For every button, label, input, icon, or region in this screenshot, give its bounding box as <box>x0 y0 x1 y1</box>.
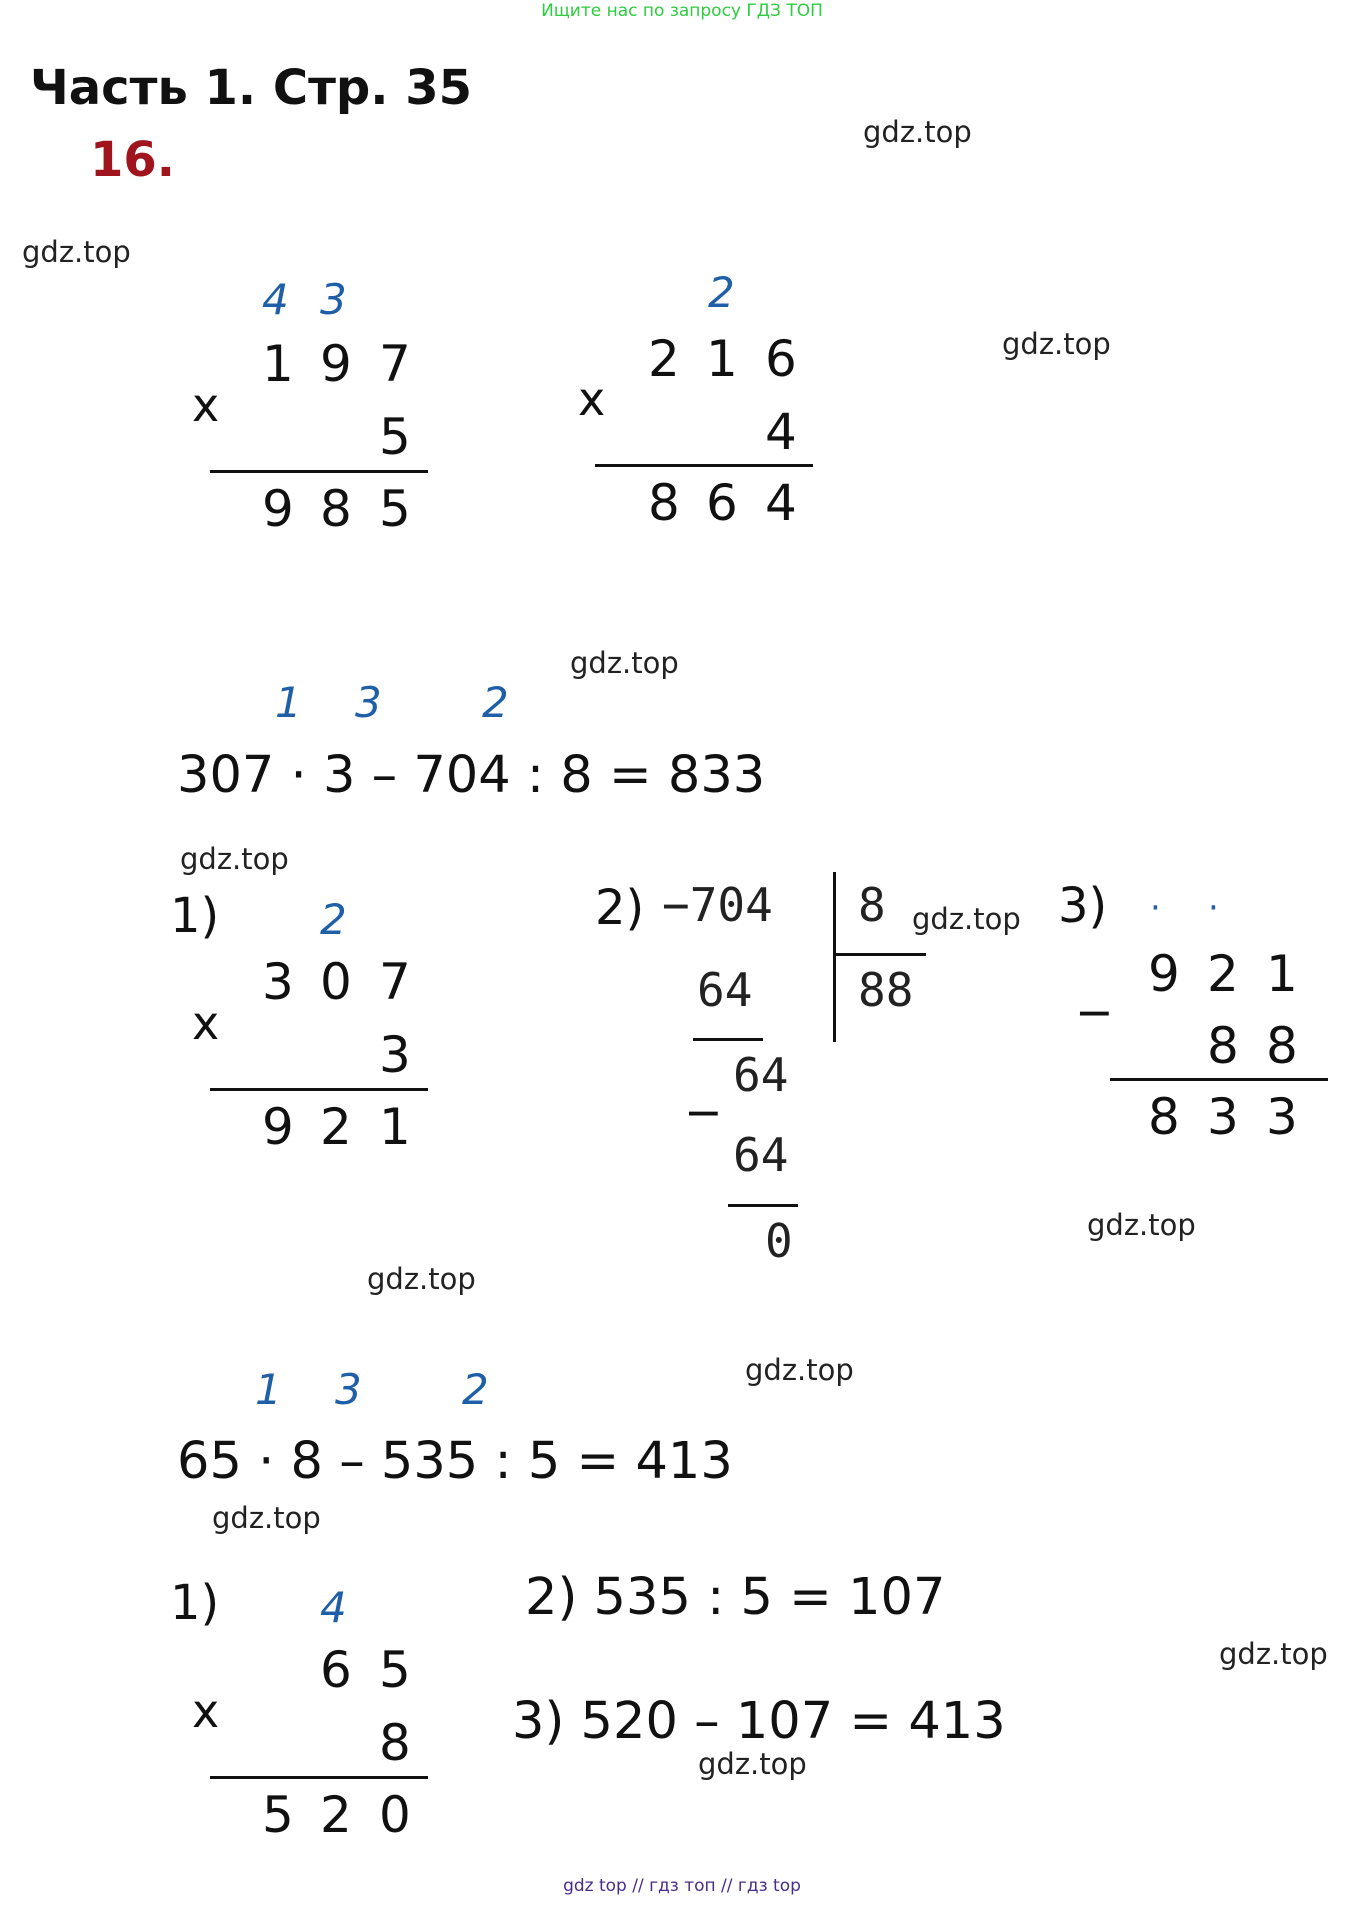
digit: 2 <box>648 330 680 388</box>
carry-digit: 4 <box>262 275 289 324</box>
digit: 9 <box>262 480 294 538</box>
digit: 5 <box>379 1641 411 1699</box>
digit: 8 <box>1148 1088 1180 1146</box>
carry-digit: 2 <box>708 268 735 317</box>
digit: 9 <box>1148 945 1180 1003</box>
digit: 8 <box>1266 1017 1298 1075</box>
page-title: Часть 1. Стр. 35 <box>30 60 473 116</box>
order-mark: 2 <box>482 678 509 727</box>
order-mark: 1 <box>275 678 302 727</box>
subtrahend: 64 <box>733 1128 789 1182</box>
digit: 8 <box>1207 1017 1239 1075</box>
minus-sign: − <box>684 1085 723 1139</box>
digit: 5 <box>262 1786 294 1844</box>
carry-digit: 2 <box>320 895 347 944</box>
multiply-sign: x <box>192 1684 220 1738</box>
watermark: gdz.top <box>22 235 131 269</box>
digit: 4 <box>765 403 797 461</box>
digit: 8 <box>648 474 680 532</box>
step-label: 2) <box>595 880 645 936</box>
digit: 4 <box>765 474 797 532</box>
subtraction-line <box>693 1038 763 1041</box>
quotient: 88 <box>858 963 914 1017</box>
result-line <box>595 464 813 467</box>
result-line <box>210 1776 428 1779</box>
step2-division: 2) 535 : 5 = 107 <box>525 1568 946 1627</box>
search-banner[interactable]: Ищите нас по запросу ГДЗ ТОП <box>541 1 823 21</box>
digit: 3 <box>262 953 294 1011</box>
watermark: gdz.top <box>180 842 289 876</box>
digit: 5 <box>379 480 411 538</box>
digit: 1 <box>262 335 294 393</box>
digit: 8 <box>379 1714 411 1772</box>
step-label: 1) <box>170 1575 220 1631</box>
digit: 3 <box>1207 1088 1239 1146</box>
carry-digit: 4 <box>320 1583 347 1632</box>
step-label: 3) <box>1058 878 1108 934</box>
order-mark: 3 <box>335 1365 362 1414</box>
watermark: gdz.top <box>1002 327 1111 361</box>
digit: 0 <box>320 953 352 1011</box>
result-line <box>1110 1078 1328 1081</box>
watermark: gdz.top <box>212 1501 321 1535</box>
watermark: gdz.top <box>698 1747 807 1781</box>
order-mark: 2 <box>462 1365 489 1414</box>
digit: 6 <box>706 474 738 532</box>
digit: 8 <box>320 480 352 538</box>
watermark: gdz.top <box>570 646 679 680</box>
subtrahend: 64 <box>697 963 753 1017</box>
borrow-dot: · <box>1208 888 1219 928</box>
digit: 9 <box>262 1098 294 1156</box>
digit: 1 <box>379 1098 411 1156</box>
result-line <box>210 1088 428 1091</box>
step-label: 1) <box>170 888 220 944</box>
divisor-line <box>833 953 926 956</box>
borrow-dot: · <box>1150 888 1161 928</box>
digit: 5 <box>379 408 411 466</box>
watermark: gdz.top <box>1087 1208 1196 1242</box>
digit: 0 <box>379 1786 411 1844</box>
digit: 2 <box>320 1098 352 1156</box>
watermark: gdz.top <box>745 1353 854 1387</box>
carry-digit: 3 <box>320 275 347 324</box>
divisor: 8 <box>858 878 886 932</box>
step3-subtraction: 3) 520 – 107 = 413 <box>512 1692 1006 1751</box>
watermark: gdz.top <box>1219 1637 1328 1671</box>
dividend: −704 <box>662 878 773 932</box>
expression: 307 · 3 – 704 : 8 = 833 <box>177 746 766 805</box>
division-bar <box>833 872 836 1042</box>
multiply-sign: x <box>192 996 220 1050</box>
digit: 3 <box>1266 1088 1298 1146</box>
subtraction-line <box>728 1204 798 1207</box>
digit: 3 <box>379 1026 411 1084</box>
multiply-sign: x <box>192 378 220 432</box>
minus-sign: − <box>1075 985 1114 1039</box>
order-mark: 1 <box>255 1365 282 1414</box>
digit: 2 <box>320 1786 352 1844</box>
digit: 6 <box>320 1641 352 1699</box>
digit: 7 <box>379 953 411 1011</box>
digit: 1 <box>706 330 738 388</box>
result-line <box>210 470 428 473</box>
footer-links[interactable]: gdz top // гдз топ // гдз top <box>563 1876 801 1896</box>
digit: 7 <box>379 335 411 393</box>
remainder-zero: 0 <box>765 1214 793 1268</box>
watermark: gdz.top <box>863 115 972 149</box>
remainder-row: 64 <box>733 1048 789 1102</box>
order-mark: 3 <box>355 678 382 727</box>
watermark: gdz.top <box>912 902 1021 936</box>
task-number: 16. <box>90 132 176 188</box>
watermark: gdz.top <box>367 1262 476 1296</box>
digit: 6 <box>765 330 797 388</box>
multiply-sign: x <box>578 372 606 426</box>
digit: 9 <box>320 335 352 393</box>
digit: 1 <box>1266 945 1298 1003</box>
digit: 2 <box>1207 945 1239 1003</box>
expression: 65 · 8 – 535 : 5 = 413 <box>177 1432 733 1491</box>
